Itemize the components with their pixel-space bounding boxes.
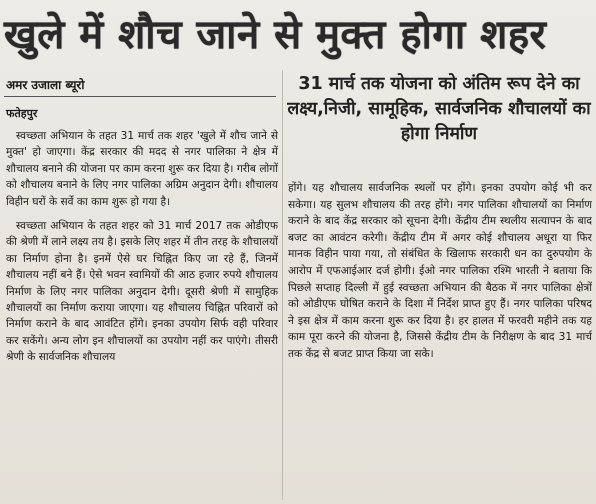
dateline: फतेहपुर — [6, 107, 38, 120]
column-divider — [282, 70, 283, 500]
headline: खुले में शौच जाने से मुक्त होगा शहर — [4, 11, 547, 58]
left-column — [6, 128, 278, 504]
paragraph: स्वच्छता अभियान के तहत शहर को 31 मार्च 2017 तक ओडीएफ की श्रेणी में लाने लक्ष्य तय है। इसके लिए शहर में तीन तरह के शौचालयों का निर्माण होना है। इनमें ऐसे घर चिह्नित किए जा रहे हैं, जिनमें शौचालय नहीं बने हैं। ऐसे भवन स्वामियों की आठ हजार रुपये शौचालय निर्माण के लिए नगर पालिका अनुदान देगी। दूसरी श्रेणी में सामुहिक शौचालयों का निर्माण कराया जाएगा। यह शौचालय चिह्नित परिवारों को निर्माण कराने के बाद आवंटित होंगे। इनका उपयोग सिर्फ वही परिवार कर सकेंगे। अन्य लोग इन शौचालयों का उपयोग नहीं कर पाएंगे। तीसरी श्रेणी के सार्वजनिक शौचालय — [6, 220, 278, 364]
right-column — [288, 180, 592, 504]
paragraph: स्वच्छता अभियान के तहत 31 मार्च तक शहर 'खुले में शौच जाने से मुक्त' हो जाएगा। केंद्र सरकार की मदद से नगर पालिका ने क्षेत्र में शौचालय बनाने की योजना पर काम करना शुरू कर दिया है। गरीब लोगों को शौचालय बनाने के लिए नगर पालिका अग्रिम अनुदान देगी। शौचालय विहीन घरों के सर्वे का काम शुरू हो गया है। — [6, 130, 278, 208]
paragraph: होंगे। यह शौचालय सार्वजनिक स्थलों पर होंगे। इनका उपयोग कोई भी कर सकेगा। यह सुलभ शौचालय की तरह होंगे। नगर पालिका शौचालयों का निर्माण कराने के बाद केंद्र सरकार को सूचना देगी। केंद्रीय टीम स्थलीय सत्यापन के बाद बजट का आवंटन करेगी। केंद्रीय टीम में अगर कोई शौचालय अधूरा या फिर मानक विहीन पाया गया, तो संबंधित के खिलाफ सरकारी धन का दुरुपयोग के आरोप में एफआईआर दर्ज होगी। ईओ नगर पालिका रश्मि भारती ने बताया कि पिछले सप्ताह दिल्ली में हुई स्वच्छता अभियान की बैठक में नगर पालिका क्षेत्रों को ओडीएफ घोषित कराने के दिशा में निर्देश प्राप्त हुए हैं। नगर पालिका परिषद ने इस क्षेत्र में काम करना शुरू कर दिया है। हर हालत में फरवरी महीने तक यह काम पूरा करने की योजना है, जिससे केंद्रीय टीम के निरीक्षण के बाद 31 मार्च तक केंद्र से बजट प्राप्त किया जा सके। — [288, 182, 592, 360]
byline-rule — [4, 96, 276, 97]
subheadline: 31 मार्च तक योजना को अंतिम रूप देने का लक्ष्य,निजी, सामूहिक, सार्वजनिक शौचालयों का होगा निर्माण — [287, 74, 591, 144]
byline: अमर उजाला ब्यूरो — [6, 78, 85, 92]
